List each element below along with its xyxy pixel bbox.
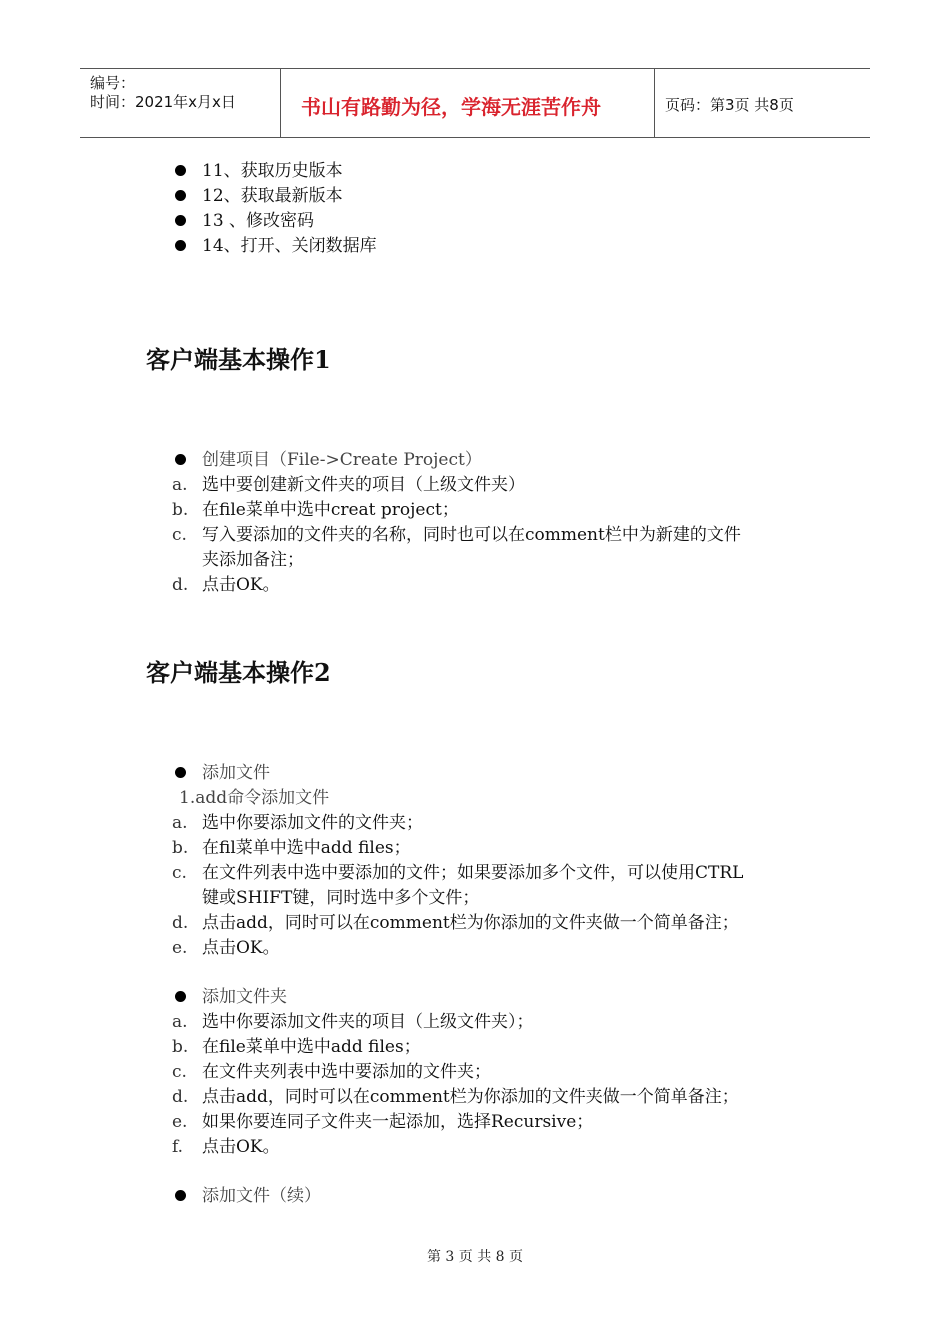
item-marker: c. bbox=[172, 525, 187, 545]
list-item: 在fil菜单中选中add files； bbox=[202, 838, 411, 858]
list-item: 点击OK。 bbox=[202, 1137, 280, 1157]
time-label: 时间：2021年x月x日 bbox=[90, 93, 236, 111]
section-bullet: 创建项目（File->Create Project） bbox=[202, 450, 482, 470]
list-item: 13 、修改密码 bbox=[202, 211, 315, 231]
item-marker: f. bbox=[172, 1137, 184, 1157]
number-label: 编号： bbox=[90, 74, 136, 92]
list-item-continuation: 键或SHIFT键，同时选中多个文件； bbox=[202, 888, 480, 908]
item-marker: a. bbox=[172, 475, 188, 495]
item-marker: b. bbox=[172, 1037, 189, 1057]
item-marker: b. bbox=[172, 500, 189, 520]
item-marker: e. bbox=[172, 938, 188, 958]
item-marker: c. bbox=[172, 1062, 187, 1082]
list-item: 写入要添加的文件夹的名称，同时也可以在comment栏中为新建的文件 bbox=[202, 525, 741, 545]
item-marker: a. bbox=[172, 1012, 188, 1032]
list-item: 点击OK。 bbox=[202, 575, 280, 595]
list-item: 在文件夹列表中选中要添加的文件夹； bbox=[202, 1062, 491, 1082]
page-header bbox=[80, 68, 870, 138]
list-item: 选中你要添加文件夹的项目（上级文件夹）； bbox=[202, 1012, 534, 1032]
item-marker: d. bbox=[172, 913, 189, 933]
item-marker: a. bbox=[172, 813, 188, 833]
list-item: 选中要创建新文件夹的项目（上级文件夹） bbox=[202, 475, 525, 495]
bullet-icon bbox=[175, 215, 186, 226]
section-title: 客户端基本操作1 bbox=[146, 345, 331, 374]
list-item: 点击add，同时可以在comment栏为你添加的文件夹做一个简单备注； bbox=[202, 1087, 739, 1107]
list-item: 在文件列表中选中要添加的文件；如果要添加多个文件，可以使用CTRL bbox=[202, 863, 744, 883]
list-item: 11、获取历史版本 bbox=[202, 161, 343, 181]
page-info: 页码：第3页 共8页 bbox=[665, 96, 794, 114]
item-marker: e. bbox=[172, 1112, 188, 1132]
bullet-icon bbox=[175, 1190, 186, 1201]
list-item: 12、获取最新版本 bbox=[202, 186, 343, 206]
list-item: 点击add，同时可以在comment栏为你添加的文件夹做一个简单备注； bbox=[202, 913, 739, 933]
motto: 书山有路勤为径，学海无涯苦作舟 bbox=[301, 95, 601, 119]
bullet-icon bbox=[175, 767, 186, 778]
bullet-icon bbox=[175, 190, 186, 201]
section-bullet: 添加文件（续） bbox=[202, 1186, 321, 1206]
section-bullet: 添加文件夹 bbox=[202, 987, 287, 1007]
list-item: 在file菜单中选中add files； bbox=[202, 1037, 421, 1057]
sub-heading: 1.add命令添加文件 bbox=[179, 788, 330, 808]
list-item: 如果你要连同子文件夹一起添加，选择Recursive； bbox=[202, 1112, 594, 1132]
list-item: 点击OK。 bbox=[202, 938, 280, 958]
page-footer bbox=[0, 1246, 950, 1266]
list-item: 在file菜单中选中creat project； bbox=[202, 500, 459, 520]
bullet-icon bbox=[175, 991, 186, 1002]
list-item: 14、打开、关闭数据库 bbox=[202, 236, 377, 256]
header-motto-cell bbox=[281, 69, 655, 137]
item-marker: d. bbox=[172, 575, 189, 595]
item-marker: b. bbox=[172, 838, 189, 858]
bullet-icon bbox=[175, 240, 186, 251]
list-item-continuation: 夹添加备注； bbox=[202, 550, 304, 570]
footer-page-number: 第 3 页 共 8 页 bbox=[426, 1249, 524, 1265]
item-marker: d. bbox=[172, 1087, 189, 1107]
list-item: 选中你要添加文件的文件夹； bbox=[202, 813, 423, 833]
item-marker: c. bbox=[172, 863, 187, 883]
bullet-icon bbox=[175, 165, 186, 176]
header-meta-cell bbox=[80, 69, 281, 137]
section-bullet: 添加文件 bbox=[202, 763, 270, 783]
bullet-icon bbox=[175, 454, 186, 465]
section-title: 客户端基本操作2 bbox=[146, 658, 331, 687]
